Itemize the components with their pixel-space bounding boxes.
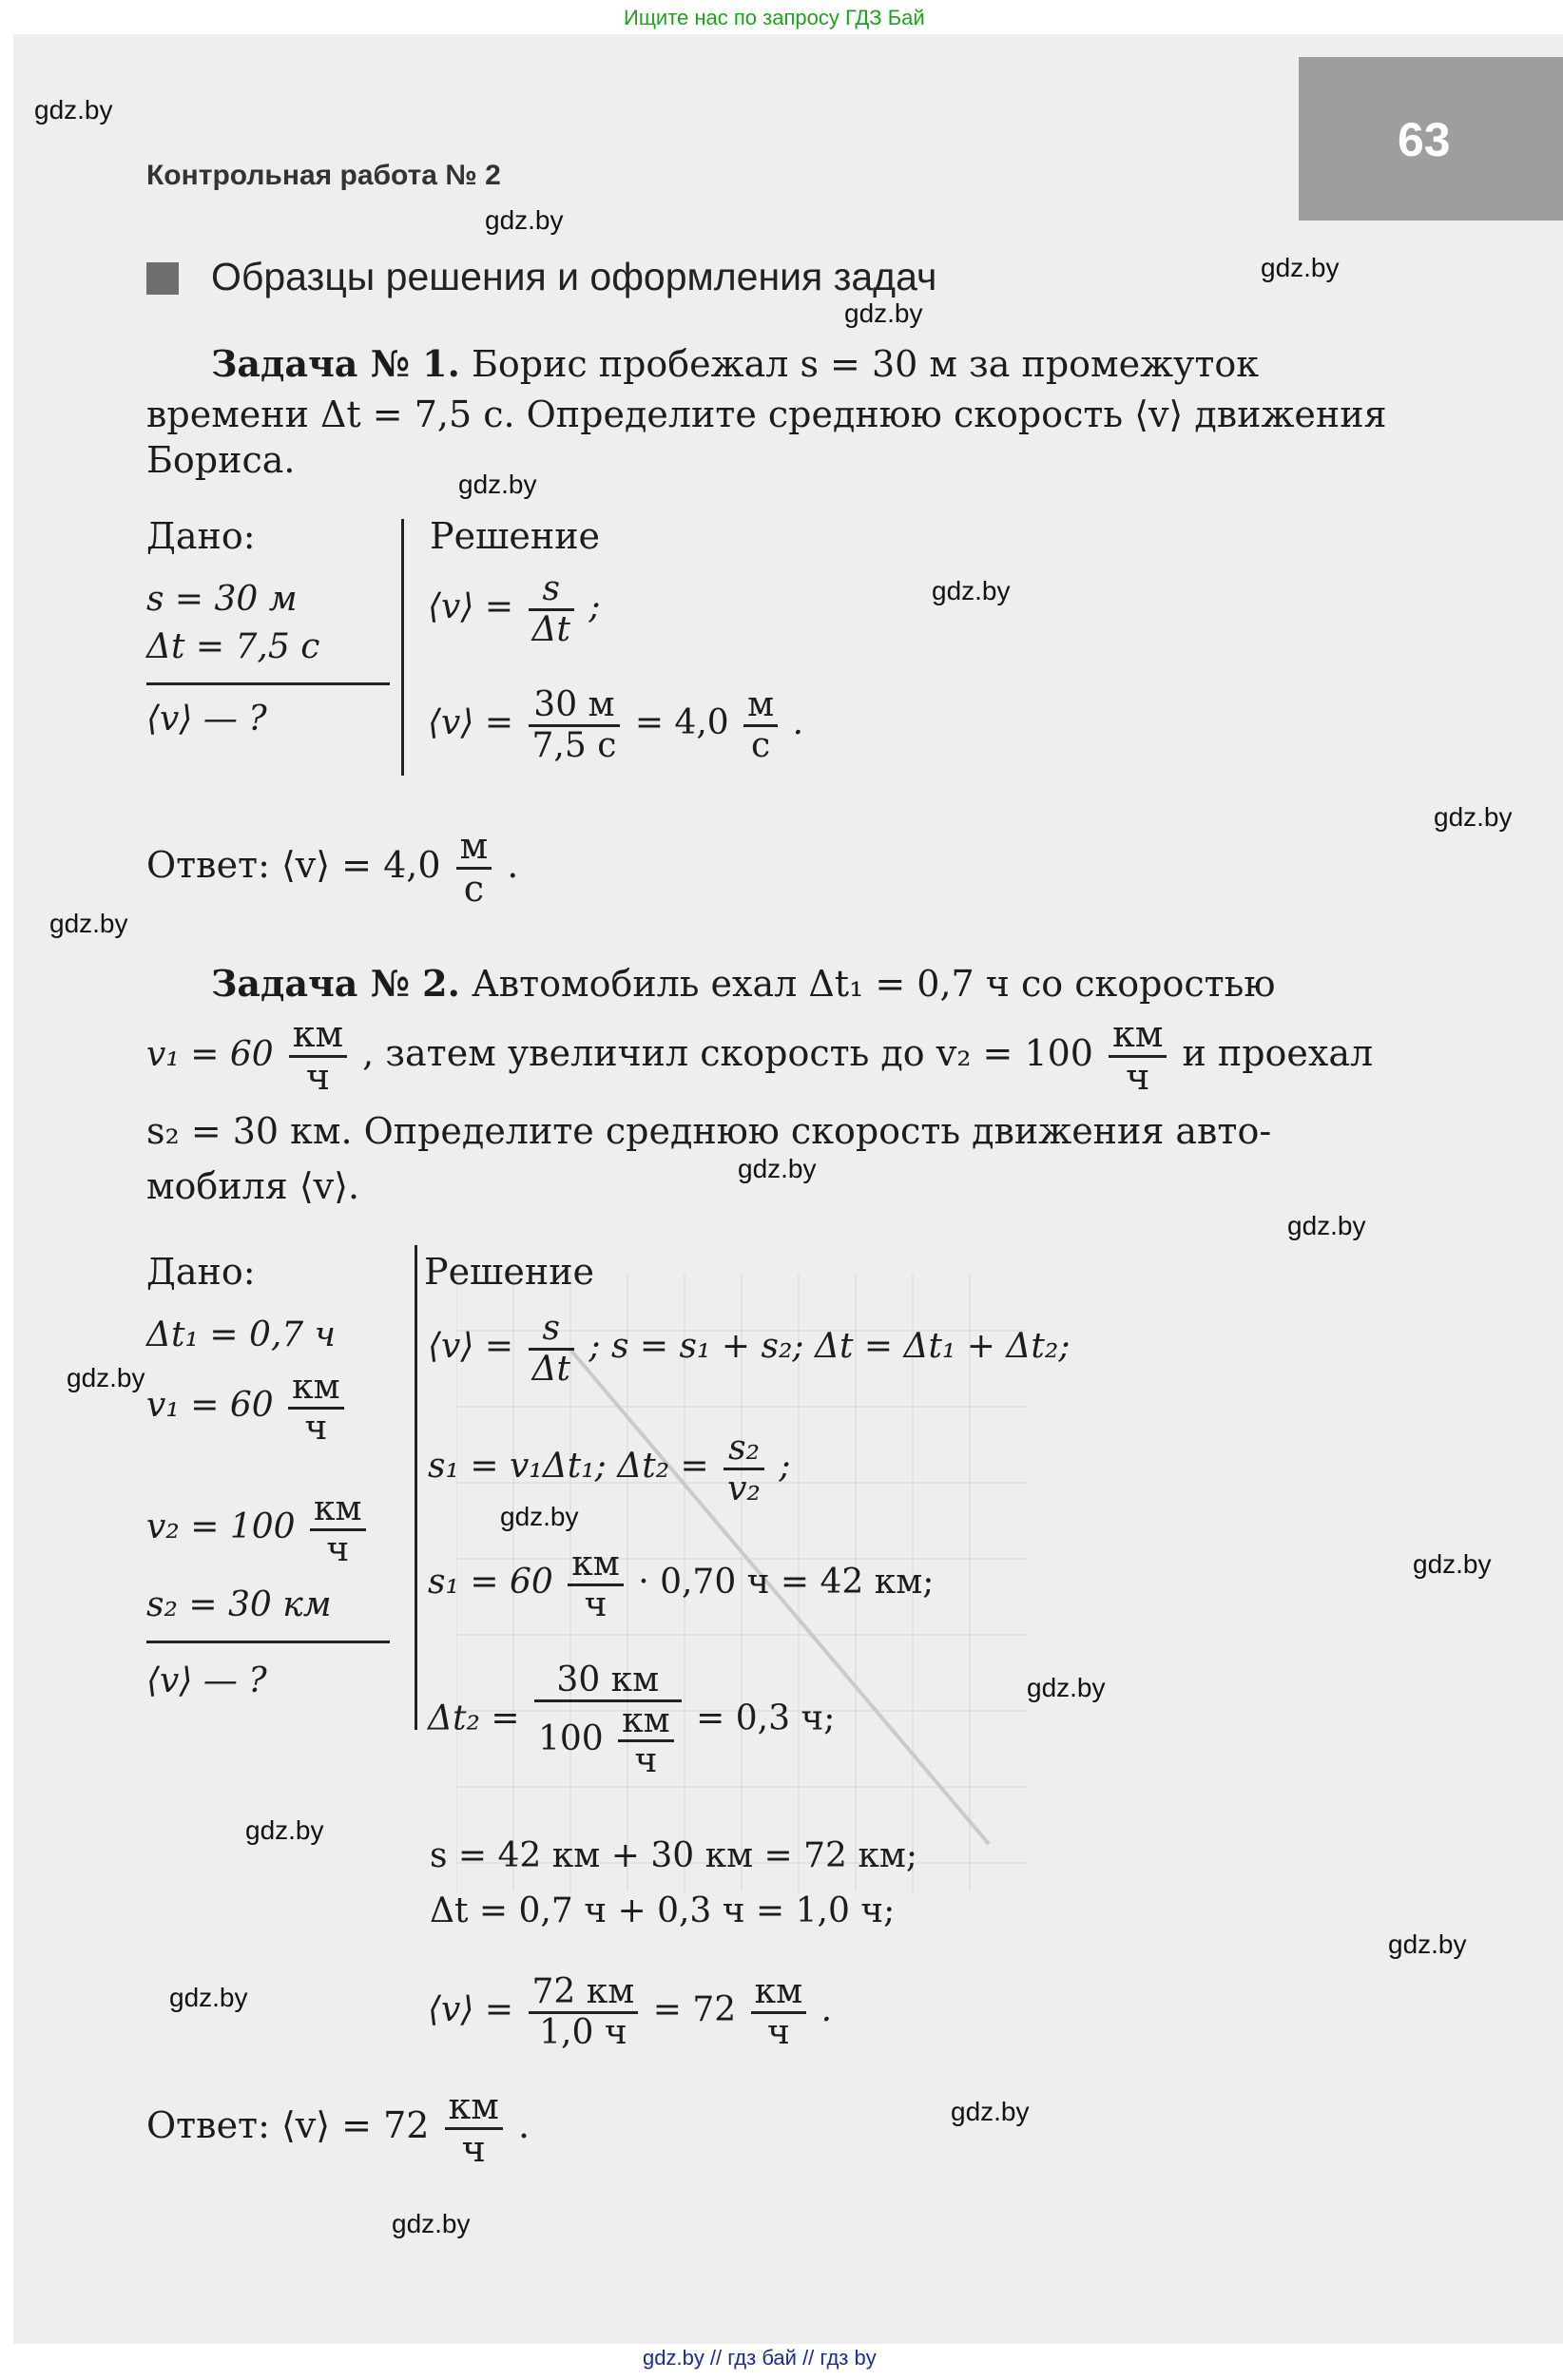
task2-sol2-num: s₂ xyxy=(724,1430,764,1470)
section-title: Образцы решения и оформления задач xyxy=(211,255,937,298)
task2-sol2-fraction xyxy=(724,1430,764,1507)
task2-sol3-b: · 0,70 ч = 42 км; xyxy=(638,1563,935,1603)
task1-answer-unit-num: м xyxy=(456,827,492,870)
task2-text-line1: Автомобиль ехал Δt₁ = 0,7 ч со скоростью xyxy=(471,963,1276,1005)
watermark: gdz.by xyxy=(458,470,537,499)
task2-sol5: s = 42 км + 30 км = 72 км; xyxy=(430,1836,918,1875)
watermark: gdz.by xyxy=(1287,1211,1366,1240)
task1-given-label: Дано: xyxy=(146,515,256,557)
task2-sol4-den-unit xyxy=(618,1702,674,1780)
task2-sol7-unit xyxy=(751,1973,807,2051)
task2-line4: мобиля ⟨v⟩. xyxy=(146,1165,360,1207)
watermark: gdz.by xyxy=(1434,802,1513,832)
task1-given-divider xyxy=(146,682,390,685)
task1-eq1-end: ; xyxy=(589,587,601,627)
task1-answer-text: Ответ: ⟨v⟩ = 4,0 xyxy=(146,843,441,886)
task1-line1 xyxy=(211,342,1259,385)
task1-answer-unit xyxy=(456,827,492,910)
task2-given-s2: s₂ = 30 км xyxy=(146,1585,332,1624)
task2-answer-text: Ответ: ⟨v⟩ = 72 xyxy=(146,2103,430,2146)
task2-answer-end: . xyxy=(517,2103,531,2146)
task1-given-dt: Δt = 7,5 с xyxy=(146,627,320,666)
task2-sol1-den: Δt xyxy=(531,1349,570,1389)
page-header: Контрольная работа № 2 xyxy=(146,160,501,191)
task1-answer xyxy=(146,827,518,910)
unit-km: км xyxy=(445,2087,503,2130)
watermark: gdz.by xyxy=(169,1983,248,2012)
task2-sol7 xyxy=(428,1973,832,2051)
task1-eq2-end: . xyxy=(792,703,804,743)
task2-sol3 xyxy=(428,1545,934,1623)
task2-given-v1-val: v₁ = 60 xyxy=(146,1386,274,1426)
task1-text-line3: Бориса. xyxy=(146,439,296,481)
watermark: gdz.by xyxy=(392,2209,471,2238)
task2-line2-a: v₁ = 60 xyxy=(146,1034,274,1074)
task2-sol7-a: ⟨v⟩ = xyxy=(428,1990,514,2030)
task1-find: ⟨v⟩ — ? xyxy=(146,700,267,739)
task2-sol4 xyxy=(428,1661,835,1780)
watermark: gdz.by xyxy=(1261,253,1340,282)
task2-find: ⟨v⟩ — ? xyxy=(146,1661,267,1700)
task1-eq2-unit-den: с xyxy=(751,725,771,765)
task2-line2 xyxy=(146,1015,1373,1098)
task2-line1 xyxy=(211,962,1275,1005)
task2-sol4-den xyxy=(534,1702,682,1780)
unit-km: км xyxy=(289,1015,347,1058)
task2-solution-label: Решение xyxy=(424,1251,595,1293)
task1-given-s: s = 30 м xyxy=(146,580,298,619)
unit-km: км xyxy=(288,1369,344,1410)
task1-eq2-mid: = 4,0 xyxy=(634,703,729,743)
task2-sol7-mid: = 72 xyxy=(652,1990,737,2030)
task1-eq1-fraction xyxy=(529,570,574,648)
task2-sol2 xyxy=(428,1430,791,1507)
task2-sol4-fraction xyxy=(534,1661,682,1780)
unit-h: ч xyxy=(304,1408,328,1448)
watermark: gdz.by xyxy=(34,95,113,125)
top-banner[interactable]: Ищите нас по запросу ГДЗ Бай xyxy=(624,6,925,29)
unit-h: ч xyxy=(766,2012,790,2052)
task1-answer-end: . xyxy=(507,843,519,886)
task2-sol2-a: s₁ = v₁Δt₁; Δt₂ = xyxy=(428,1447,709,1487)
unit-h: ч xyxy=(305,1055,330,1098)
task2-sol4-a: Δt₂ = xyxy=(428,1699,520,1738)
unit-km: км xyxy=(310,1490,366,1531)
unit-h: ч xyxy=(326,1529,350,1569)
section-square-icon xyxy=(146,262,179,295)
task2-answer xyxy=(146,2087,530,2170)
task1-eq2-num: 30 м xyxy=(529,686,621,727)
watermark: gdz.by xyxy=(1388,1929,1467,1959)
watermark: gdz.by xyxy=(1413,1549,1492,1579)
unit-km: км xyxy=(568,1545,624,1586)
task1-text-line1: Борис пробежал s = 30 м за промежуток xyxy=(471,343,1260,385)
watermark: gdz.by xyxy=(67,1363,145,1392)
watermark: gdz.by xyxy=(932,576,1011,605)
watermark: gdz.by xyxy=(738,1154,817,1183)
task2-sol4-end: = 0,3 ч; xyxy=(696,1699,836,1738)
task2-given-v2-unit xyxy=(310,1490,366,1568)
task2-sol1 xyxy=(428,1310,1070,1388)
task2-line3: s₂ = 30 км. Определите среднюю скорость движения авто- xyxy=(146,1110,1272,1152)
footer-links[interactable]: gdz.by // гдз бай // гдз by xyxy=(643,2346,877,2370)
watermark: gdz.by xyxy=(1027,1673,1106,1702)
task1-eq2-den: 7,5 с xyxy=(531,725,617,765)
task2-sol3-a: s₁ = 60 xyxy=(428,1563,553,1603)
task1-eq1-lhs: ⟨v⟩ = xyxy=(428,587,514,627)
watermark: gdz.by xyxy=(485,205,564,235)
unit-km: км xyxy=(618,1702,674,1743)
task2-given-v1-unit xyxy=(288,1369,344,1447)
task2-label: Задача № 2. xyxy=(211,962,460,1005)
task2-line2-b: , затем увеличил скорость до v₂ = 100 xyxy=(362,1031,1093,1074)
task2-given-v1 xyxy=(146,1369,348,1447)
task2-sol2-den: v₂ xyxy=(727,1468,761,1508)
watermark: gdz.by xyxy=(245,1815,324,1845)
task2-given-dt1: Δt₁ = 0,7 ч xyxy=(146,1315,337,1354)
task2-given-label: Дано: xyxy=(146,1251,256,1293)
task1-eq2-fraction xyxy=(529,686,621,764)
task2-line2-unit2 xyxy=(1109,1015,1167,1098)
task1-vertical-divider xyxy=(401,519,404,776)
task1-eq1 xyxy=(428,570,601,648)
task1-eq2-unit xyxy=(743,686,778,764)
unit-h: ч xyxy=(584,1584,608,1624)
task2-line2-c: и проехал xyxy=(1182,1031,1374,1074)
task1-eq1-den: Δt xyxy=(531,609,570,649)
task2-sol4-num: 30 км xyxy=(534,1661,682,1702)
task1-solution-label: Решение xyxy=(430,515,601,557)
task1-eq1-num: s xyxy=(529,570,574,611)
page-number: 63 xyxy=(1398,113,1451,166)
task1-eq2-unit-num: м xyxy=(743,686,778,727)
task2-sol7-den: 1,0 ч xyxy=(539,2012,627,2052)
task2-sol3-unit xyxy=(568,1545,624,1623)
task2-sol1-num: s xyxy=(529,1310,574,1351)
unit-km: км xyxy=(1109,1015,1167,1058)
task2-line2-unit1 xyxy=(289,1015,347,1098)
task1-eq2 xyxy=(428,686,803,764)
task1-label: Задача № 1. xyxy=(211,342,460,385)
task2-given-v2-val: v₂ = 100 xyxy=(146,1507,296,1547)
task2-sol2-end: ; xyxy=(779,1447,791,1487)
task2-vertical-divider xyxy=(415,1245,417,1730)
unit-h: ч xyxy=(634,1741,658,1781)
task2-sol7-end: . xyxy=(820,1990,833,2030)
task2-given-divider xyxy=(146,1641,390,1643)
watermark: gdz.by xyxy=(951,2097,1030,2126)
task1-text-line2: времени Δt = 7,5 с. Определите среднюю скорость ⟨v⟩ движения xyxy=(146,393,1387,435)
unit-km: км xyxy=(751,1973,807,2014)
unit-h: ч xyxy=(1126,1055,1150,1098)
task1-answer-unit-den: с xyxy=(463,867,485,910)
watermark: gdz.by xyxy=(500,1502,579,1531)
task2-sol1-b: ; s = s₁ + s₂; Δt = Δt₁ + Δt₂; xyxy=(589,1327,1071,1367)
task2-given-v2 xyxy=(146,1490,370,1568)
task2-sol1-a: ⟨v⟩ = xyxy=(428,1327,514,1367)
task1-eq2-lhs: ⟨v⟩ = xyxy=(428,703,514,743)
task2-sol6: Δt = 0,7 ч + 0,3 ч = 1,0 ч; xyxy=(430,1891,896,1930)
task2-sol1-fraction xyxy=(529,1310,574,1388)
watermark: gdz.by xyxy=(844,298,923,328)
task2-sol4-den-value: 100 xyxy=(537,1718,604,1758)
task2-answer-unit xyxy=(445,2087,503,2170)
task2-sol7-fraction xyxy=(529,1973,639,2051)
unit-h: ч xyxy=(461,2127,486,2170)
watermark: gdz.by xyxy=(49,909,128,938)
task2-sol7-num: 72 км xyxy=(529,1973,639,2014)
